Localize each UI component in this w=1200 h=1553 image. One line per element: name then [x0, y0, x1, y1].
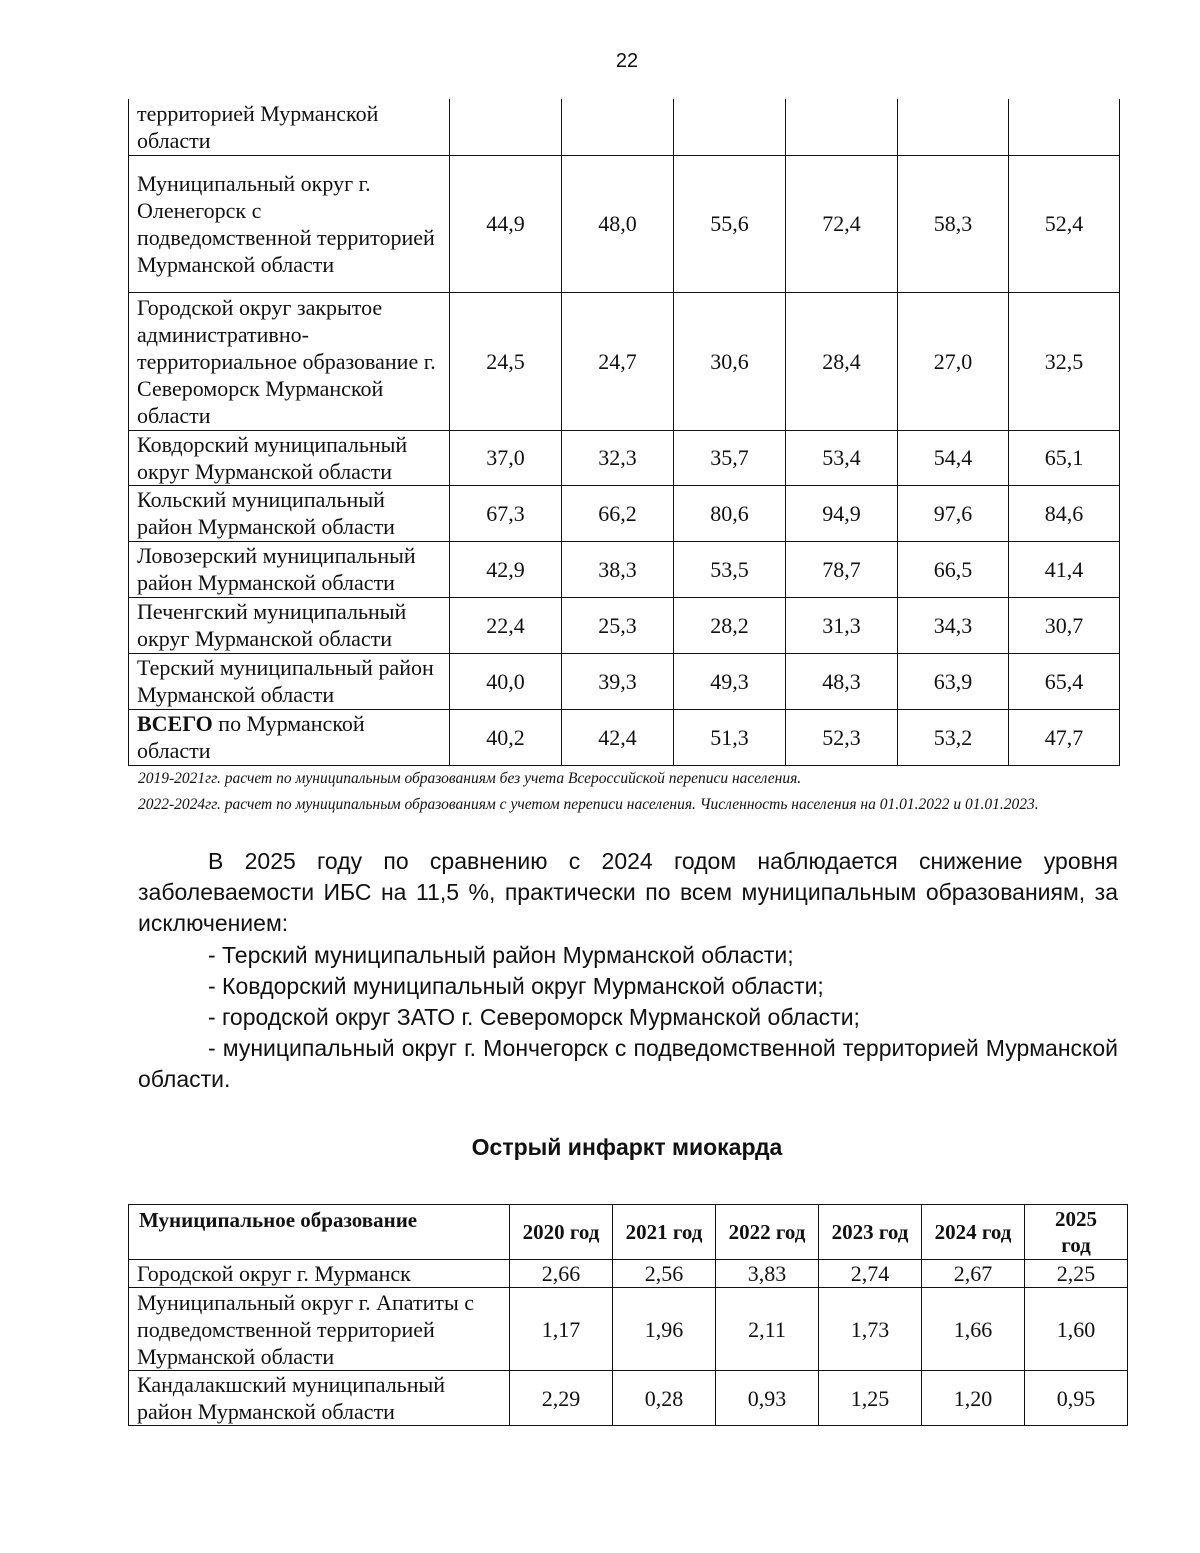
table-row	[129, 597, 1120, 653]
list-item: - Терский муниципальный район Мурманской области;	[208, 942, 794, 968]
cell: 63,9	[898, 653, 1009, 709]
cell: 30,7	[1009, 597, 1120, 653]
column-header: 2020 год	[510, 1205, 613, 1260]
table-row	[129, 1371, 1128, 1426]
total-label-rest: по Мурманской области	[137, 711, 365, 763]
cell: 2,25	[1025, 1260, 1128, 1288]
cell: 47,7	[1009, 709, 1120, 765]
table-row-total	[129, 709, 1120, 765]
cell: 48,3	[786, 653, 898, 709]
table-row	[129, 1288, 1128, 1371]
cell: 40,0	[450, 653, 562, 709]
column-header: 2021 год	[613, 1205, 716, 1260]
cell: 31,3	[786, 597, 898, 653]
cell	[562, 99, 674, 155]
cell: 55,6	[674, 155, 786, 292]
cell: 58,3	[898, 155, 1009, 292]
cell: 54,4	[898, 430, 1009, 485]
body-paragraph: В 2025 году по сравнению с 2024 годом наблюдается снижение уровня заболеваемости ИБС на 11,5 %, практически по всем муниципальным образованиям, за исключением:	[138, 848, 1118, 936]
cell: 51,3	[674, 709, 786, 765]
row-name: Кандалакшский муниципальный район Мурманской области	[129, 1371, 510, 1426]
cell: 28,4	[786, 292, 898, 430]
row-name: Муниципальный округ г. Апатиты с подведомственной территорией Мурманской области	[129, 1288, 510, 1371]
cell: 2,74	[819, 1260, 922, 1288]
row-name: Кольский муниципальный район Мурманской области	[129, 485, 450, 541]
table-row	[129, 430, 1120, 485]
table-row	[129, 653, 1120, 709]
cell	[1009, 99, 1120, 155]
table-row	[129, 541, 1120, 597]
cell: 2,66	[510, 1260, 613, 1288]
cell: 52,4	[1009, 155, 1120, 292]
row-name-total	[129, 709, 450, 765]
row-name: Муниципальный округ г. Оленегорск с подведомственной территорией Мурманской области	[129, 155, 450, 292]
cell: 25,3	[562, 597, 674, 653]
cell: 80,6	[674, 485, 786, 541]
cell: 1,20	[922, 1371, 1025, 1426]
cell: 53,2	[898, 709, 1009, 765]
cell: 72,4	[786, 155, 898, 292]
cell: 48,0	[562, 155, 674, 292]
cell: 44,9	[450, 155, 562, 292]
cell: 2,56	[613, 1260, 716, 1288]
table-row	[129, 99, 1120, 155]
list-item: - муниципальный округ г. Мончегорск с подведомственной территорией Мурманской области.	[138, 1035, 1118, 1092]
footnote-2: 2022-2024гг. расчет по муниципальным образованиям с учетом переписи населения. Численность населения на 01.01.2022 и 01.01.2023.	[138, 796, 1039, 813]
section-title: Острый инфаркт миокарда	[471, 1134, 783, 1160]
cell: 30,6	[674, 292, 786, 430]
cell: 53,5	[674, 541, 786, 597]
incidence-table-continued	[128, 99, 1120, 766]
cell: 39,3	[562, 653, 674, 709]
cell: 28,2	[674, 597, 786, 653]
cell: 0,28	[613, 1371, 716, 1426]
column-header: Муниципальное образование	[129, 1205, 510, 1260]
cell: 84,6	[1009, 485, 1120, 541]
table-row	[129, 292, 1120, 430]
cell: 32,3	[562, 430, 674, 485]
row-name: Городской округ г. Мурманск	[129, 1260, 510, 1288]
row-name: Ковдорский муниципальный округ Мурманской области	[129, 430, 450, 485]
page-number: 22	[615, 50, 639, 72]
cell: 37,0	[450, 430, 562, 485]
cell	[898, 99, 1009, 155]
cell: 24,7	[562, 292, 674, 430]
cell: 53,4	[786, 430, 898, 485]
table-row	[129, 485, 1120, 541]
cell: 0,93	[716, 1371, 819, 1426]
cell: 22,4	[450, 597, 562, 653]
footnote-1: 2019-2021гг. расчет по муниципальным образованиям без учета Всероссийской переписи населения.	[138, 770, 802, 787]
row-name: Городской округ закрытое административно-территориальное образование г. Североморск Мурманской области	[129, 292, 450, 430]
cell: 34,3	[898, 597, 1009, 653]
cell: 49,3	[674, 653, 786, 709]
cell: 2,29	[510, 1371, 613, 1426]
cell: 66,5	[898, 541, 1009, 597]
cell: 65,1	[1009, 430, 1120, 485]
cell: 27,0	[898, 292, 1009, 430]
cell: 78,7	[786, 541, 898, 597]
column-header: 2024 год	[922, 1205, 1025, 1260]
cell	[786, 99, 898, 155]
row-name: Печенгский муниципальный округ Мурманской области	[129, 597, 450, 653]
cell: 66,2	[562, 485, 674, 541]
cell: 42,4	[562, 709, 674, 765]
cell: 1,73	[819, 1288, 922, 1371]
row-name: территорией Мурманской области	[129, 99, 450, 155]
cell: 35,7	[674, 430, 786, 485]
cell: 38,3	[562, 541, 674, 597]
cell: 65,4	[1009, 653, 1120, 709]
cell: 1,66	[922, 1288, 1025, 1371]
cell: 94,9	[786, 485, 898, 541]
cell: 40,2	[450, 709, 562, 765]
cell: 42,9	[450, 541, 562, 597]
column-header: 2022 год	[716, 1205, 819, 1260]
list-item: - городской округ ЗАТО г. Североморск Мурманской области;	[208, 1004, 860, 1030]
column-header: 2025 год	[1025, 1205, 1128, 1260]
cell	[674, 99, 786, 155]
cell: 2,11	[716, 1288, 819, 1371]
cell: 32,5	[1009, 292, 1120, 430]
cell: 52,3	[786, 709, 898, 765]
cell: 0,95	[1025, 1371, 1128, 1426]
table-row	[129, 155, 1120, 292]
cell: 3,83	[716, 1260, 819, 1288]
cell: 24,5	[450, 292, 562, 430]
cell: 67,3	[450, 485, 562, 541]
cell	[450, 99, 562, 155]
row-name: Ловозерский муниципальный район Мурманской области	[129, 541, 450, 597]
column-header: 2023 год	[819, 1205, 922, 1260]
mi-incidence-table	[128, 1204, 1128, 1426]
cell: 1,17	[510, 1288, 613, 1371]
list-item: - Ковдорский муниципальный округ Мурманской области;	[208, 973, 824, 999]
cell: 41,4	[1009, 541, 1120, 597]
cell: 1,25	[819, 1371, 922, 1426]
cell: 1,60	[1025, 1288, 1128, 1371]
cell: 1,96	[613, 1288, 716, 1371]
total-bold-label: ВСЕГО	[137, 711, 213, 736]
table-row	[129, 1260, 1128, 1288]
row-name: Терский муниципальный район Мурманской области	[129, 653, 450, 709]
table-header-row	[129, 1205, 1128, 1260]
cell: 97,6	[898, 485, 1009, 541]
cell: 2,67	[922, 1260, 1025, 1288]
